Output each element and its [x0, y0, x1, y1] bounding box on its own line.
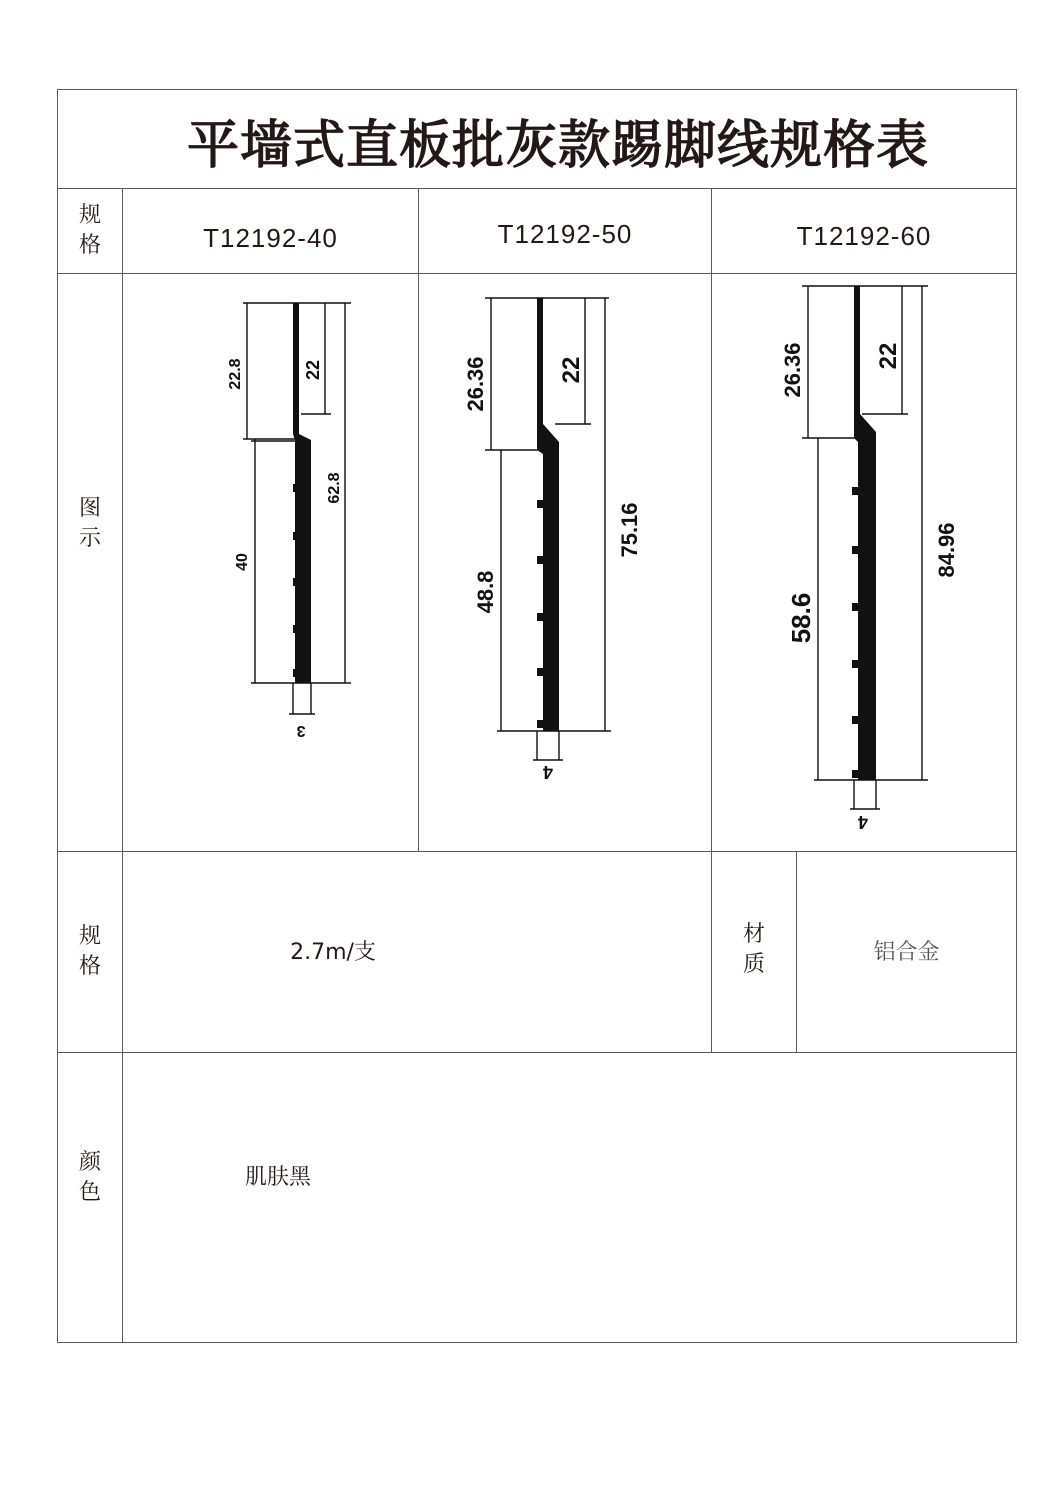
color-value: 肌肤黑 [244, 1164, 311, 1190]
row-divider [57, 1052, 1017, 1053]
spec-label-char: 规 [78, 203, 101, 228]
dimension-label: 4 [542, 762, 554, 782]
dimension-label: 22 [558, 356, 585, 384]
spec-label-char: 格 [78, 954, 101, 979]
dimension-label: 4 [857, 812, 869, 832]
figure-label-char: 示 [78, 526, 101, 551]
dimension-label: 58.6 [786, 592, 816, 644]
figure-label [58, 274, 122, 774]
page-title: 平墙式直板批灰款踢脚线规格表 [186, 115, 929, 176]
table-border-right [1016, 89, 1017, 1343]
figure-label-char: 图 [78, 496, 101, 521]
dimension-label: 75.16 [617, 502, 642, 558]
material-label-char: 质 [742, 952, 765, 977]
model-name: T12192-40 [203, 222, 338, 253]
dimension-label: 62.8 [326, 472, 343, 504]
spec-label-char: 规 [78, 924, 101, 949]
material-label [712, 852, 796, 1048]
dimension-label: 26.36 [463, 356, 488, 412]
profile-drawing [123, 274, 418, 851]
dimension-label: 22.8 [227, 358, 244, 390]
spec-label [58, 852, 122, 1052]
model-name: T12192-60 [796, 220, 932, 251]
material-value: 铝合金 [873, 939, 940, 965]
dimension-label: 26.36 [780, 342, 805, 398]
spec-label [58, 189, 122, 273]
length-value: 2.7m/支 [290, 939, 376, 965]
dimension-label: 22 [303, 359, 323, 381]
dimension-label: 84.96 [934, 522, 959, 578]
model-name: T12192-50 [497, 218, 633, 249]
profile-drawing [712, 274, 1016, 851]
dimension-label: 40 [234, 553, 251, 571]
color-label [58, 1053, 122, 1303]
material-label-char: 材 [742, 922, 765, 947]
row-divider [57, 188, 1017, 189]
dimension-label: 48.8 [473, 570, 498, 614]
table-border-top [57, 89, 1017, 90]
color-label-char: 颜 [78, 1150, 101, 1175]
color-label-char: 色 [78, 1180, 101, 1205]
dimension-label: 3 [296, 722, 306, 739]
table-border-bottom [57, 1342, 1017, 1343]
dimension-label: 22 [875, 342, 902, 370]
spec-label-char: 格 [78, 233, 101, 258]
profile-drawing [419, 274, 711, 851]
